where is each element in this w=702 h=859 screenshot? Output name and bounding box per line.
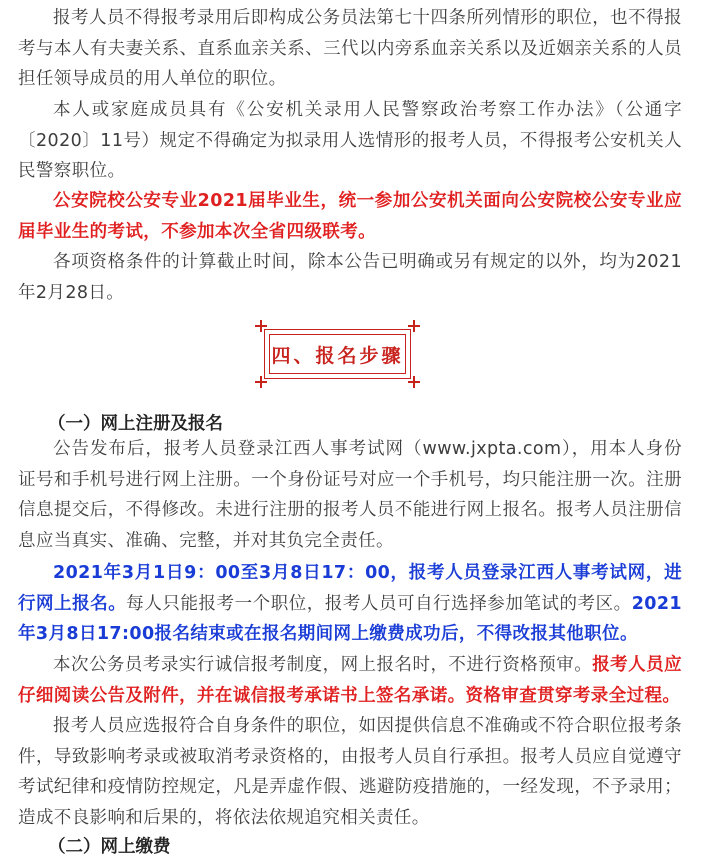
paragraph-integrity-system xyxy=(18,650,682,711)
one-position-rule: 每人只能报考一个职位，报考人员可自行选择参加笔试的考区。 xyxy=(126,593,632,614)
registration-period: 2021年3月1日9：00至3月8日17：00，报考人员登录江西人事考试网，进行网上报名。 xyxy=(18,563,682,614)
paragraph-police-political-check: 本人或家庭成员具有《公安机关录用人民警察政治考察工作办法》（公通字〔2020〕11号）规定不得确定为拟录用人选情形的报考人员，不得报考公安机关人民警察职位。 xyxy=(18,100,682,181)
subheading-online-payment: （二）网上缴费 xyxy=(48,837,171,857)
paragraph-restriction-relations: 报考人员不得报考录用后即构成公务员法第七十四条所列情形的职位，也不得报考与本人有夫妻关系、直系血亲关系、三代以内旁系血亲关系以及近姻亲关系的人员担任领导成员的用人单位的职位。 xyxy=(18,8,682,89)
section-heading: 四、报名步骤 xyxy=(271,344,404,367)
paragraph-applicant-responsibility: 报考人员应选报符合自身条件的职位，如因提供信息不准确或不符合职位报考条件，导致影响考录或被取消考录资格的，由报考人员自行承担。报考人员应自觉遵守考试纪律和疫情防控规定，凡是弄虚作假、逃避防疫措施的，一经发现，不予录用；造成不良影响和后果的，将依法依规追究相关责任。 xyxy=(18,716,682,828)
subheading-online-registration: （一）网上注册及报名 xyxy=(48,414,223,434)
paragraph-registration-process: 公告发布后，报考人员登录江西人事考试网（www.jxpta.com），用本人身份证号和手机号进行网上注册。一个身份证号对应一个手机号，均只能注册一次。注册信息提交后，不得修改。未进行注册的报考人员不能进行网上报名。报考人员注册信息应当真实、准确、完整，并对其负完全责任。 xyxy=(18,439,682,551)
paragraph-deadline: 各项资格条件的计算截止时间，除本公告已明确或另有规定的以外，均为2021年2月28日。 xyxy=(18,252,682,303)
change-restriction: 2021年3月8日17:00报名结束或在报名期间网上缴费成功后，不得改报其他职位。 xyxy=(18,593,682,644)
paragraph-police-academy-notice: 公安院校公安专业2021届毕业生，统一参加公安机关面向公安院校公安专业应届毕业生的考试，不参加本次全省四级联考。 xyxy=(18,191,682,242)
paragraph-registration-dates xyxy=(18,558,682,650)
integrity-system-text: 本次公务员考录实行诚信报考制度，网上报名时，不进行资格预审。 xyxy=(53,655,593,675)
section-heading-frame xyxy=(264,329,411,379)
integrity-commitment-notice: 报考人员应仔细阅读公告及附件，并在诚信报考承诺书上签名承诺。资格审查贯穿考录全过程。 xyxy=(18,655,682,706)
